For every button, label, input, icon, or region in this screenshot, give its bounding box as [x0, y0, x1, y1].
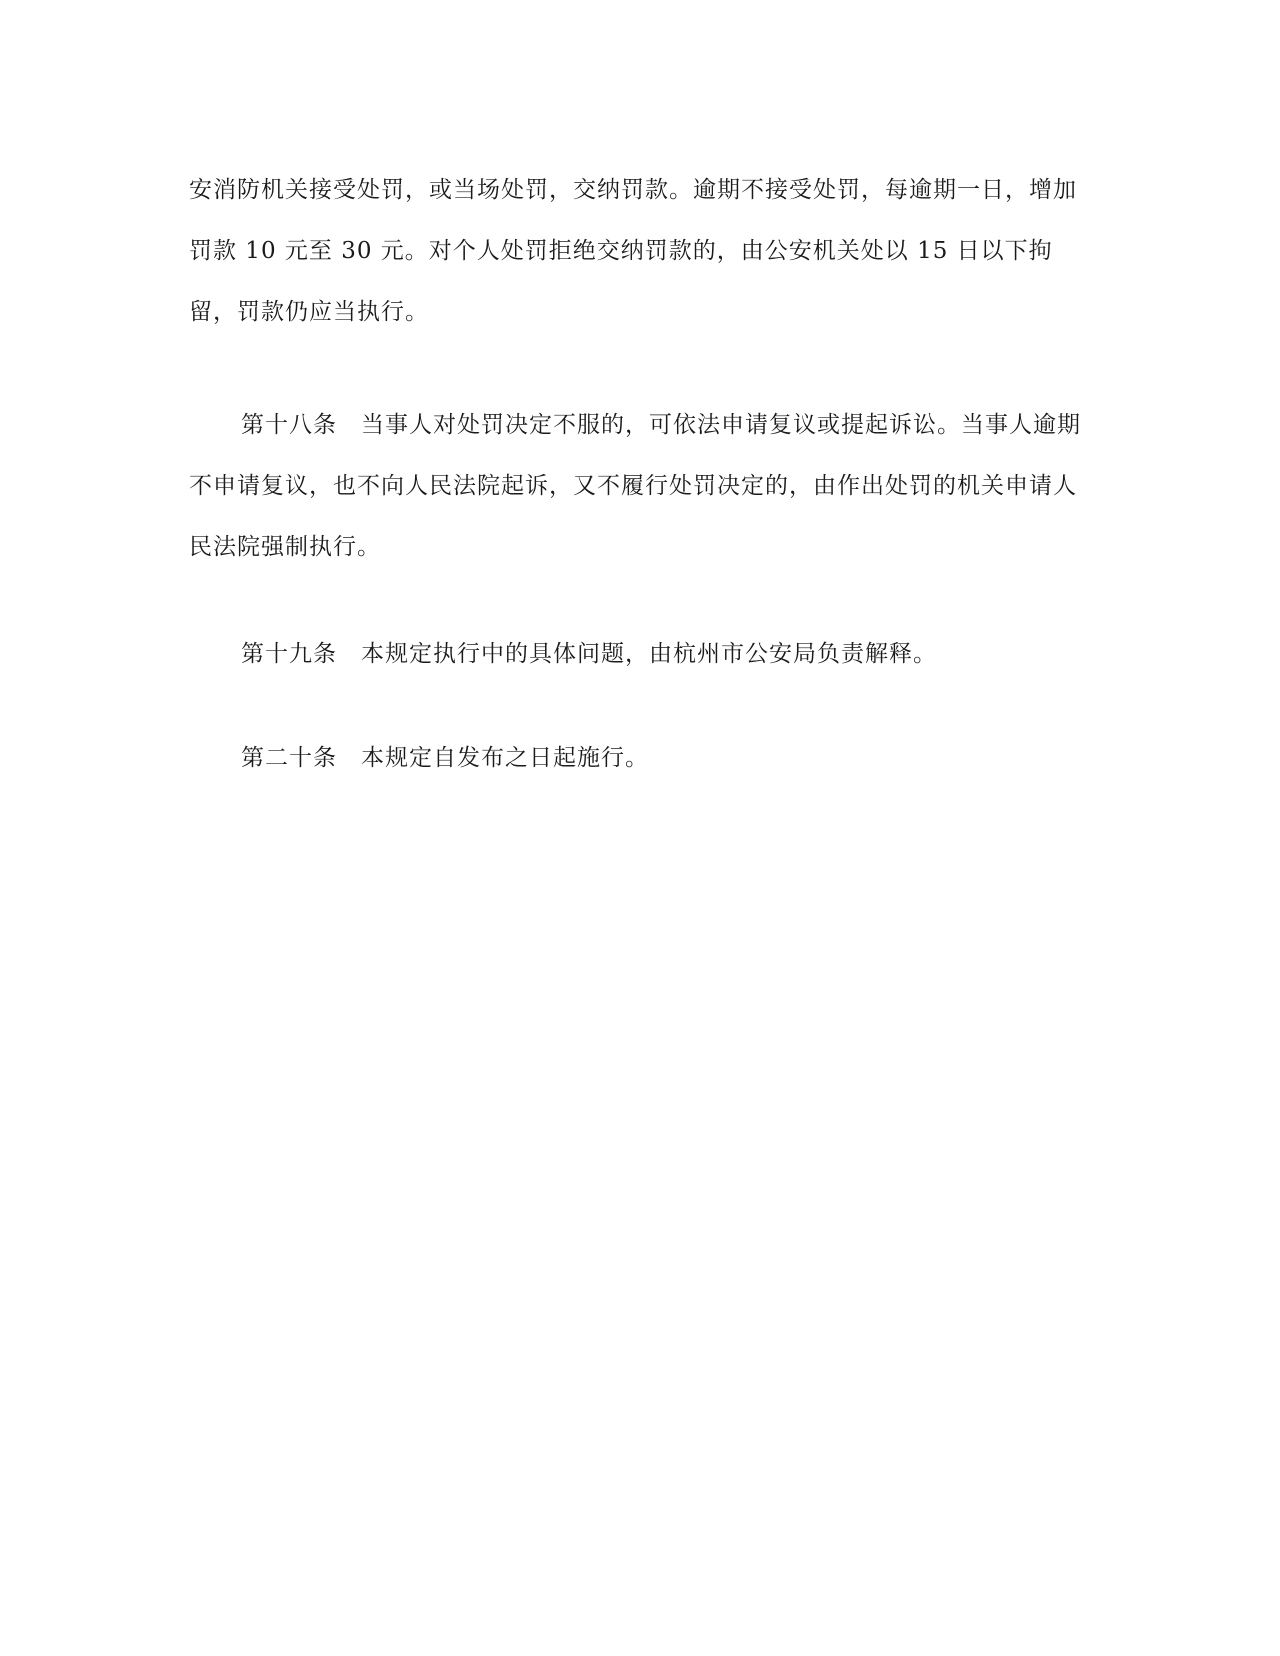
article-text: 本规定自发布之日起施行。: [361, 745, 649, 771]
article-number: 第十八条: [241, 412, 337, 438]
document-body: [189, 160, 1089, 789]
paragraph-continuation: [189, 160, 1089, 343]
article-20: [189, 728, 1089, 789]
paragraph-text: 安消防机关接受处罚，或当场处罚，交纳罚款。逾期不接受处罚，每逾期一日，增加罚款 10 元至 30 元。对个人处罚拒绝交纳罚款的，由公安机关处以 15 日以下拘留，罚款仍应当执行。: [189, 177, 1077, 325]
article-text: 本规定执行中的具体问题，由杭州市公安局负责解释。: [361, 641, 937, 667]
article-19: [189, 624, 1089, 685]
article-18: [189, 395, 1089, 578]
article-number: 第十九条: [241, 641, 337, 667]
article-number: 第二十条: [241, 745, 337, 771]
article-text: 当事人对处罚决定不服的，可依法申请复议或提起诉讼。当事人逾期不申请复议，也不向人民法院起诉，又不履行处罚决定的，由作出处罚的机关申请人民法院强制执行。: [189, 412, 1081, 560]
